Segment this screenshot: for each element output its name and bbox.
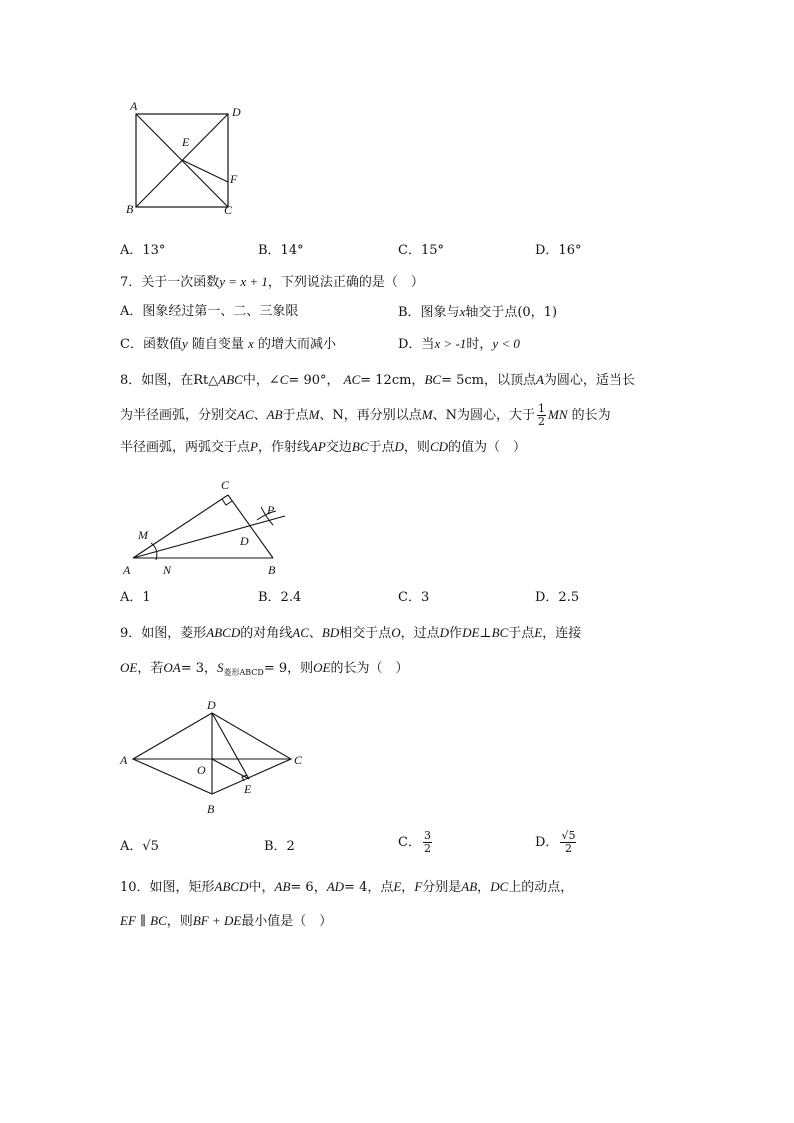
q8-label-p: P <box>267 503 275 517</box>
q8-text: 8．如图，在Rt△ <box>120 373 219 388</box>
q9-text: = 9，则 <box>263 661 314 676</box>
q9-perp-symbol: ⊥ <box>479 626 492 641</box>
q9-option-c[interactable] <box>398 830 434 855</box>
q9-text: 作 <box>449 626 463 641</box>
q10-text: ，则 <box>166 914 193 929</box>
q9-text: ，若 <box>137 661 164 676</box>
q6-option-d[interactable]: D．16° <box>535 243 582 258</box>
q9-area-subscript: 菱形ABCD <box>223 668 264 677</box>
q9-option-d-letter: D． <box>535 835 559 850</box>
q9-text: 相交于点 <box>339 626 392 641</box>
q10-text: 10．如图，矩形 <box>120 880 215 895</box>
q9-stem-line-1 <box>120 624 581 643</box>
q9-area-symbol: S <box>217 660 224 675</box>
q7-option-c-prefix: C．函数值 <box>120 337 182 352</box>
q10-var: AB <box>461 879 478 894</box>
q8-diagram <box>115 475 305 580</box>
q8-var: AC <box>343 372 361 387</box>
q10-stem-line-1 <box>120 878 573 897</box>
q8-text: 中，∠ <box>242 373 280 388</box>
q8-text: 半径画弧，两弧交于点 <box>120 440 251 455</box>
q9-label-d: D <box>207 698 216 712</box>
q8-text: ，则 <box>403 440 430 455</box>
q8-text: 的值为（ ） <box>448 440 527 455</box>
q8-fraction-denominator: 2 <box>538 415 546 428</box>
q8-var: CD <box>429 439 448 454</box>
q9-option-c-numerator: 3 <box>423 829 431 842</box>
q9-text: 的对角线 <box>240 626 293 641</box>
q6-option-a[interactable]: A．13° <box>120 243 166 258</box>
q9-option-a[interactable] <box>120 838 159 856</box>
q10-text: 分别是 <box>422 880 462 895</box>
q9-var: OE <box>313 660 331 675</box>
q9-var: AC <box>292 625 309 640</box>
q10-stem-line-2 <box>120 912 332 931</box>
q8-var: ABC <box>218 372 243 387</box>
q8-ray-ap <box>133 516 285 558</box>
q8-var: BC <box>351 439 369 454</box>
q9-var: ABCD <box>206 625 241 640</box>
q6-label-a: A <box>130 99 138 113</box>
q6-label-e: E <box>182 135 190 149</box>
q6-figure <box>120 100 250 220</box>
q8-stem-line-3 <box>120 438 526 457</box>
q8-var: M <box>308 407 320 422</box>
q8-option-a[interactable]: A．1 <box>120 590 151 605</box>
q8-text: 于点 <box>368 440 395 455</box>
q10-var: DC <box>490 879 509 894</box>
q10-var: AD <box>326 879 345 894</box>
q7-option-d-result: y < 0 <box>492 336 520 351</box>
q8-text: 、N为圆心，大于 <box>432 408 536 423</box>
q7-stem-prefix: 7．关于一次函数 <box>120 275 220 290</box>
q9-text: ，连接 <box>542 626 582 641</box>
q9-label-o: O <box>197 763 206 777</box>
q9-var: OE <box>120 660 138 675</box>
q9-option-b[interactable]: B．2 <box>264 839 295 854</box>
q10-var: F <box>414 879 423 894</box>
q9-option-d-denominator: 2 <box>564 842 572 855</box>
q10-text: = 4，点 <box>344 880 394 895</box>
q9-option-d[interactable] <box>535 830 578 855</box>
q8-label-n: N <box>163 563 172 577</box>
q8-var: AB <box>266 407 283 422</box>
q8-figure <box>115 475 305 580</box>
q9-var: DE <box>462 625 480 640</box>
q7-option-c-suffix: 的增大而减小 <box>257 337 336 352</box>
q6-label-c: C <box>224 203 233 217</box>
q8-text: ，作射线 <box>257 440 310 455</box>
q10-text: 最小值是（ ） <box>241 914 333 929</box>
q9-var: BD <box>321 625 340 640</box>
q7-option-d-condition: x > -1 <box>434 336 467 351</box>
q6-label-b: B <box>126 202 134 216</box>
q9-option-c-letter: C． <box>398 835 421 850</box>
q9-var: D <box>439 625 450 640</box>
q6-option-b[interactable]: B．14° <box>258 243 304 258</box>
q8-fraction-numerator: 1 <box>538 402 546 415</box>
q6-segment-ef <box>182 160 228 182</box>
q9-option-a-letter: A． <box>120 839 143 854</box>
q8-option-c[interactable]: C．3 <box>398 590 430 605</box>
q7-option-c-var-x: x <box>248 336 254 351</box>
q8-label-a: A <box>123 563 131 577</box>
q10-var: E <box>393 879 402 894</box>
q8-stem-line-1 <box>120 371 635 390</box>
q8-text: 于点 <box>282 408 309 423</box>
q8-var: M <box>421 407 433 422</box>
q8-var: C <box>279 372 289 387</box>
q9-var: E <box>534 625 543 640</box>
q6-label-d: D <box>232 105 241 119</box>
q8-text: = 5cm，以顶点 <box>441 373 536 388</box>
q6-diagram <box>120 100 250 220</box>
q10-text: ， <box>401 880 415 895</box>
q8-text: 的长为 <box>571 408 611 423</box>
q8-text: 为圆心，适当长 <box>543 373 635 388</box>
q9-figure <box>115 698 315 820</box>
q7-option-b-prefix: B．图象与 <box>398 305 460 320</box>
q6-option-c[interactable]: C．15° <box>398 243 444 258</box>
q10-var: ABCD <box>214 879 249 894</box>
q8-label-b: B <box>268 563 276 577</box>
q7-stem-function: y = x + 1 <box>219 274 268 289</box>
q10-var: AB <box>274 879 291 894</box>
q8-label-d: D <box>240 534 249 548</box>
q9-text: 、 <box>308 626 322 641</box>
q8-right-angle-mark <box>222 499 232 505</box>
q9-option-c-fraction <box>423 830 432 855</box>
q7-option-d[interactable] <box>398 335 520 354</box>
q8-var: AC <box>237 407 254 422</box>
q9-label-a: A <box>120 753 128 767</box>
q9-label-c: C <box>294 753 303 767</box>
q9-text: 9．如图，菱形 <box>120 626 207 641</box>
q10-var: BC <box>150 913 167 928</box>
q8-text: 、 <box>253 408 267 423</box>
q8-text: = 12cm， <box>360 373 425 388</box>
q7-stem <box>120 273 424 292</box>
q8-var: A <box>535 372 544 387</box>
q7-option-a[interactable]: A．图象经过第一、二、三象限 <box>120 304 299 319</box>
q6-label-f: F <box>230 172 238 186</box>
q8-option-b[interactable]: B．2.4 <box>258 590 302 605</box>
q8-label-m: M <box>138 528 148 542</box>
q8-var: AP <box>309 439 326 454</box>
q8-fraction-half <box>537 403 546 428</box>
q7-option-d-prefix: D．当 <box>398 337 435 352</box>
q8-label-c: C <box>221 478 230 492</box>
q9-label-e: E <box>244 782 252 796</box>
q9-option-d-fraction <box>560 830 576 855</box>
q7-option-b-var: x <box>459 304 466 319</box>
q9-var: BC <box>491 625 509 640</box>
q8-side-ac <box>133 495 228 558</box>
q8-text: 为半径画弧，分别交 <box>120 408 238 423</box>
q9-text: 的长为（ ） <box>330 661 409 676</box>
q10-text: ， <box>477 880 491 895</box>
q7-stem-suffix: ，下列说法正确的是（ ） <box>267 275 424 290</box>
q7-option-d-mid: 时， <box>466 337 493 352</box>
q9-option-c-denominator: 2 <box>423 842 431 855</box>
q9-option-d-numerator: √5 <box>561 829 576 842</box>
q8-text: = 90°， <box>288 373 344 388</box>
q9-option-a-value: √5 <box>142 839 159 854</box>
q7-option-c[interactable] <box>120 335 336 354</box>
q9-label-b: B <box>207 802 215 816</box>
q8-var: D <box>394 439 404 454</box>
q10-text: 上的动点， <box>508 880 574 895</box>
q8-option-d[interactable]: D．2.5 <box>535 590 580 605</box>
q10-expression: BF + DE <box>192 913 242 928</box>
q9-stem-line-2 <box>120 659 409 682</box>
q10-parallel-symbol: ∥ <box>135 914 151 929</box>
q10-text: 中， <box>248 880 275 895</box>
q9-var: OA <box>163 660 181 675</box>
q9-diagram <box>115 698 315 820</box>
q8-var: P <box>250 439 258 454</box>
q9-text: = 3， <box>180 661 217 676</box>
q7-option-c-var-y: y <box>181 336 188 351</box>
q10-text: = 6， <box>290 880 327 895</box>
q9-text: ，过点 <box>400 626 440 641</box>
q8-stem-line-2 <box>120 403 611 428</box>
q7-option-c-mid: 随自变量 <box>191 337 244 352</box>
q10-var: EF <box>120 913 136 928</box>
q8-text: 、N，再分别以点 <box>319 408 422 423</box>
q7-option-b-suffix: 轴交于点(0，1) <box>465 305 558 320</box>
q9-text: 于点 <box>508 626 535 641</box>
q9-var: O <box>391 625 401 640</box>
q8-text: 交边 <box>325 440 352 455</box>
q8-var: BC <box>424 372 442 387</box>
q8-var: MN <box>548 407 568 422</box>
q7-option-b[interactable] <box>398 303 557 322</box>
